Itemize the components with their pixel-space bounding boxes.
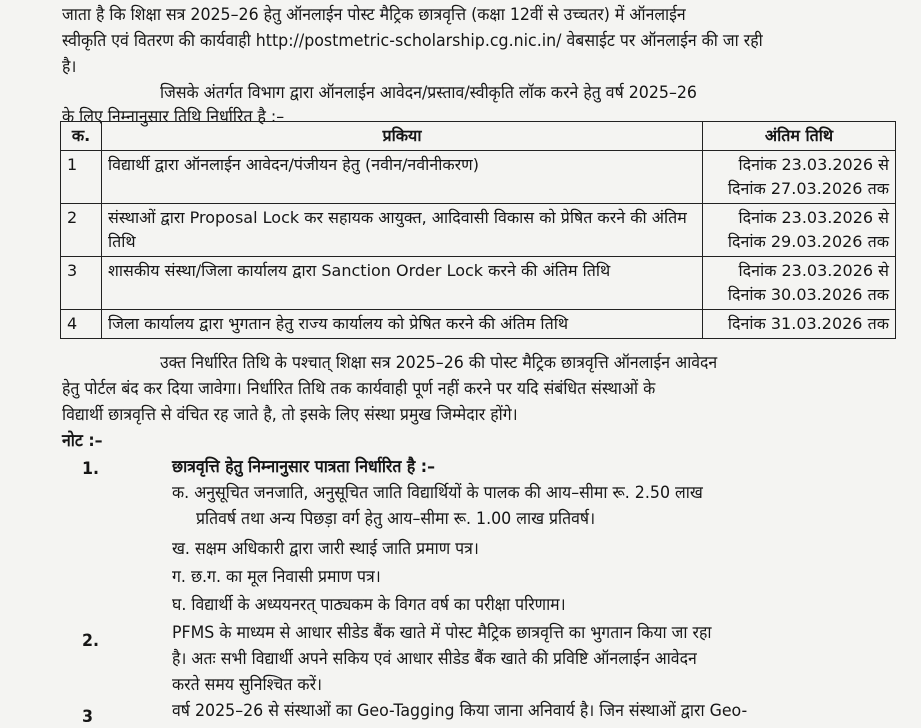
date-from: दिनांक 23.03.2026 से xyxy=(738,261,889,280)
table-row xyxy=(61,204,896,257)
header-no: क. xyxy=(61,122,102,151)
date-from: दिनांक 23.03.2026 से xyxy=(738,208,889,227)
after-line: हेतु पोर्टल बंद कर दिया जावेगा। निर्धारित तिथि तक कार्यवाही पूर्ण नहीं करने पर यदि संबंधित संस्थाओं के xyxy=(62,379,656,399)
row-no: 3 xyxy=(61,257,102,310)
row-date xyxy=(703,151,896,204)
row-date xyxy=(703,310,896,339)
intro-line: जिसके अंतर्गत विभाग द्वारा ऑनलाईन आवेदन/प्रस्ताव/स्वीकृति लॉक करने हेतु वर्ष 2025–26 xyxy=(160,83,697,103)
note-number: 1. xyxy=(82,459,100,479)
note-number: 2. xyxy=(82,631,100,651)
row-process: विद्यार्थी द्वारा ऑनलाईन आवेदन/पंजीयन हेतु (नवीन/नवीनीकरण) xyxy=(102,151,703,204)
note-item: ख. सक्षम अधिकारी द्वारा जारी स्थाई जाति प्रमाण पत्र। xyxy=(172,539,479,559)
date-from: दिनांक 23.03.2026 से xyxy=(738,155,889,174)
intro-line: जाता है कि शिक्षा सत्र 2025–26 हेतु ऑनलाईन पोस्ट मैट्रिक छात्रवृत्ति (कक्षा 12वीं से उच्चतर) में ऑनलाईन xyxy=(62,5,686,25)
date-to: दिनांक 27.03.2026 तक xyxy=(727,179,889,198)
note-item: घ. विद्यार्थी के अध्ययनरत् पाठ्यकम के विगत वर्ष का परीक्षा परिणाम। xyxy=(172,595,566,615)
note-line: PFMS के माध्यम से आधार सीडेड बैंक खाते में पोस्ट मैट्रिक छात्रवृत्ति का भुगतान किया जा रहा xyxy=(172,623,712,643)
note-line: है। अतः सभी विद्यार्थी अपने सकिय एवं आधार सीडेड बैंक खाते की प्रविष्टि ऑनलाईन आवेदन xyxy=(172,649,697,669)
after-line: विद्यार्थी छात्रवृत्ति से वंचित रह जाते है, तो इसके लिए संस्था प्रमुख जिम्मेदार होंगे। xyxy=(62,405,518,425)
date-to: दिनांक 29.03.2026 तक xyxy=(727,232,889,251)
row-process: संस्थाओं द्वारा Proposal Lock कर सहायक आयुक्त, आदिवासी विकास को प्रेषित करने की अंतिम तिथि xyxy=(102,204,703,257)
note-line: करते समय सुनिश्चित करें। xyxy=(172,675,323,695)
note-line: वर्ष 2025–26 से संस्थाओं का Geo-Tagging किया जाना अनिवार्य है। जिन संस्थाओं द्वारा Geo- xyxy=(172,701,748,721)
row-date xyxy=(703,257,896,310)
table-row xyxy=(61,310,896,339)
note-item: क. अनुसूचित जनजाति, अनुसूचित जाति विद्यार्थियों के पालक की आय–सीमा रू. 2.50 लाख xyxy=(172,483,703,503)
intro-line: के लिए निम्नानुसार तिथि निर्धारित है :– xyxy=(62,107,285,127)
note-number: 3 xyxy=(82,707,94,727)
after-line: उक्त निर्धारित तिथि के पश्चात् शिक्षा सत्र 2025–26 की पोस्ट मैट्रिक छात्रवृत्ति ऑनलाईन आवेदन xyxy=(160,353,718,373)
header-date: अंतिम तिथि xyxy=(703,122,896,151)
note-heading: नोट :– xyxy=(62,431,103,451)
row-no: 2 xyxy=(61,204,102,257)
row-no: 1 xyxy=(61,151,102,204)
date-to: दिनांक 31.03.2026 तक xyxy=(727,314,889,333)
intro-line: है। xyxy=(62,57,77,77)
table-row xyxy=(61,151,896,204)
date-to: दिनांक 30.03.2026 तक xyxy=(727,285,889,304)
row-process: शासकीय संस्था/जिला कार्यालय द्वारा Sanction Order Lock करने की अंतिम तिथि xyxy=(102,257,703,310)
table-header xyxy=(61,122,896,151)
table-row xyxy=(61,257,896,310)
note-item: ग. छ.ग. का मूल निवासी प्रमाण पत्र। xyxy=(172,567,381,587)
row-date xyxy=(703,204,896,257)
row-process: जिला कार्यालय द्वारा भुगतान हेतु राज्य कार्यालय को प्रेषित करने की अंतिम तिथि xyxy=(102,310,703,339)
row-no: 4 xyxy=(61,310,102,339)
intro-line: स्वीकृति एवं वितरण की कार्यवाही http://postmetric-scholarship.cg.nic.in/ वेबसाईट पर ऑनलाईन की जा रही xyxy=(62,31,763,51)
header-process: प्रकिया xyxy=(102,122,703,151)
note-title: छात्रवृत्ति हेतु निम्नानुसार पात्रता निर्धारित है :– xyxy=(172,457,436,477)
note-item: प्रतिवर्ष तथा अन्य पिछड़ा वर्ग हेतु आय–सीमा रू. 1.00 लाख प्रतिवर्ष। xyxy=(196,509,596,529)
deadline-table xyxy=(60,121,896,339)
